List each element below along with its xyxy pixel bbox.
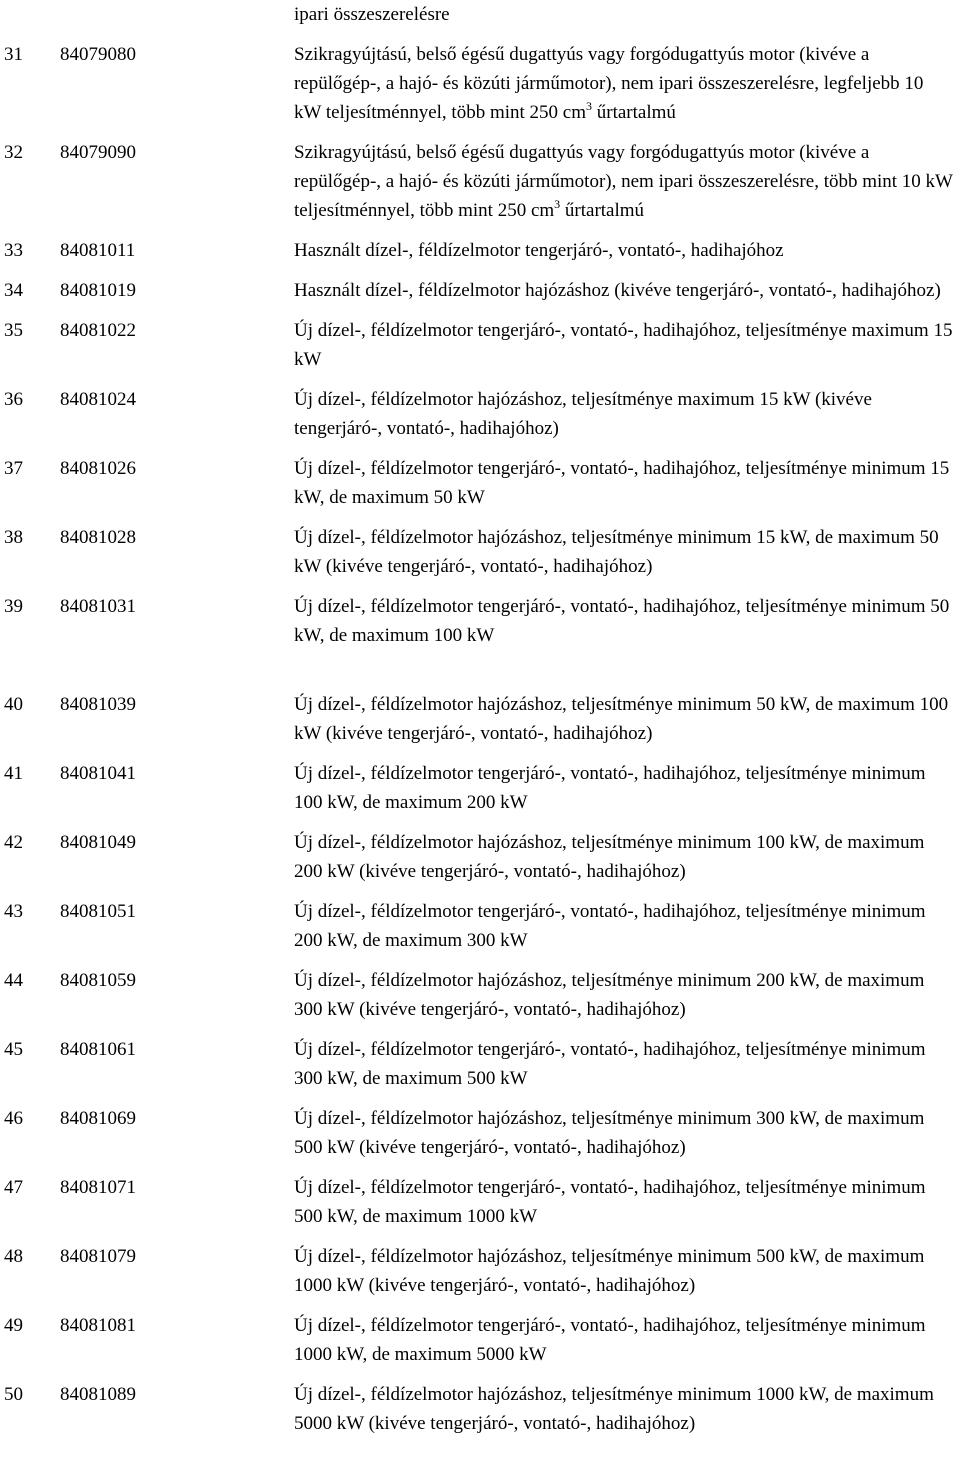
superscript-exponent: 3	[554, 197, 561, 211]
commodity-description	[294, 316, 960, 374]
commodity-code: 84081031	[60, 596, 136, 617]
description-text: Új dízel-, féldízelmotor tengerjáró-, vontató-, hadihajóhoz, teljesítménye minimum 100 kW, de maximum 200 kW	[294, 763, 926, 813]
row-gap	[0, 265, 960, 276]
commodity-code: 84079090	[60, 142, 136, 163]
commodity-code: 84081026	[60, 458, 136, 479]
list-item	[0, 138, 960, 225]
commodity-description	[294, 592, 960, 650]
commodity-code: 84081079	[60, 1246, 136, 1267]
list-item	[0, 1173, 960, 1231]
row-gap	[0, 1231, 960, 1242]
list-item	[0, 1104, 960, 1162]
commodity-code: 84081081	[60, 1315, 136, 1336]
commodity-description	[294, 138, 960, 225]
commodity-code: 84081011	[60, 240, 136, 261]
row-gap	[0, 1162, 960, 1173]
list-item	[0, 1380, 960, 1438]
list-item	[0, 276, 960, 305]
commodity-code: 84081041	[60, 763, 136, 784]
commodity-code: 84081061	[60, 1039, 136, 1060]
list-item	[0, 454, 960, 512]
row-number: 41	[4, 763, 23, 784]
commodity-description	[294, 1035, 960, 1093]
commodity-description	[294, 1311, 960, 1369]
superscript-exponent: 3	[586, 99, 592, 113]
row-number: 46	[4, 1108, 23, 1129]
commodity-description	[294, 1173, 960, 1231]
list-item	[0, 966, 960, 1024]
description-text: Új dízel-, féldízelmotor tengerjáró-, vontató-, hadihajóhoz, teljesítménye maximum 15 kW	[294, 320, 953, 370]
list-item	[0, 828, 960, 886]
row-number: 43	[4, 901, 23, 922]
description-text-end: űrtartalmú	[592, 102, 676, 123]
commodity-description	[294, 454, 960, 512]
row-gap	[0, 581, 960, 592]
description-text: Új dízel-, féldízelmotor hajózáshoz, teljesítménye minimum 1000 kW, de maximum 5000 kW (kivéve tengerjáró-, vontató-, hadihajóhoz)	[294, 1384, 934, 1434]
row-number: 38	[4, 527, 23, 548]
row-number: 42	[4, 832, 23, 853]
row-gap	[0, 1093, 960, 1104]
row-number: 49	[4, 1315, 23, 1336]
commodity-description	[294, 40, 960, 127]
row-gap	[0, 29, 960, 40]
commodity-description	[294, 523, 960, 581]
commodity-code: 84081022	[60, 320, 136, 341]
list-item	[0, 385, 960, 443]
commodity-code: 84081039	[60, 694, 136, 715]
row-gap	[0, 443, 960, 454]
commodity-description	[294, 690, 960, 748]
commodity-list	[0, 40, 960, 1438]
commodity-description	[294, 385, 960, 443]
list-item	[0, 1242, 960, 1300]
continuation-text: ipari összeszerelésre	[294, 4, 450, 25]
commodity-description	[294, 1104, 960, 1162]
row-gap	[0, 748, 960, 759]
description-text: Új dízel-, féldízelmotor hajózáshoz, teljesítménye maximum 15 kW (kivéve tengerjáró-, vontató-, hadihajóhoz)	[294, 389, 872, 439]
description-text: Új dízel-, féldízelmotor hajózáshoz, teljesítménye minimum 500 kW, de maximum 1000 kW (kivéve tengerjáró-, vontató-, hadihajóhoz)	[294, 1246, 925, 1296]
commodity-description	[294, 1380, 960, 1438]
row-number: 34	[4, 280, 23, 301]
row-gap	[0, 955, 960, 966]
row-number: 37	[4, 458, 23, 479]
list-item	[0, 1035, 960, 1093]
row-number: 35	[4, 320, 23, 341]
row-number: 31	[4, 44, 23, 65]
commodity-description	[294, 897, 960, 955]
description-text: Új dízel-, féldízelmotor hajózáshoz, teljesítménye minimum 50 kW, de maximum 100 kW (kivéve tengerjáró-, vontató-, hadihajóhoz)	[294, 694, 949, 744]
description-text-end: űrtartalmú	[560, 200, 645, 221]
row-number: 32	[4, 142, 23, 163]
commodity-code: 84081051	[60, 901, 136, 922]
row-gap	[0, 886, 960, 897]
description-text: Új dízel-, féldízelmotor hajózáshoz, teljesítménye minimum 15 kW, de maximum 50 kW (kivéve tengerjáró-, vontató-, hadihajóhoz)	[294, 527, 939, 577]
row-number: 40	[4, 694, 23, 715]
commodity-code: 84079080	[60, 44, 136, 65]
description-text: Új dízel-, féldízelmotor tengerjáró-, vontató-, hadihajóhoz, teljesítménye minimum 15 kW, de maximum 50 kW	[294, 458, 950, 508]
row-gap	[0, 1024, 960, 1035]
row-number: 47	[4, 1177, 23, 1198]
commodity-code: 84081069	[60, 1108, 136, 1129]
commodity-code: 84081071	[60, 1177, 136, 1198]
description-text: Új dízel-, féldízelmotor tengerjáró-, vontató-, hadihajóhoz, teljesítménye minimum 1000 kW, de maximum 5000 kW	[294, 1315, 926, 1365]
description-text: Új dízel-, féldízelmotor tengerjáró-, vontató-, hadihajóhoz, teljesítménye minimum 50 kW, de maximum 100 kW	[294, 596, 950, 646]
row-gap	[0, 817, 960, 828]
row-number: 50	[4, 1384, 23, 1405]
list-item	[0, 523, 960, 581]
commodity-code: 84081049	[60, 832, 136, 853]
commodity-description	[294, 1242, 960, 1300]
description-text: Új dízel-, féldízelmotor hajózáshoz, teljesítménye minimum 200 kW, de maximum 300 kW (kivéve tengerjáró-, vontató-, hadihajóhoz)	[294, 970, 925, 1020]
row-gap	[0, 1300, 960, 1311]
list-item	[0, 316, 960, 374]
description-text: Új dízel-, féldízelmotor tengerjáró-, vontató-, hadihajóhoz, teljesítménye minimum 300 kW, de maximum 500 kW	[294, 1039, 926, 1089]
description-text: Új dízel-, féldízelmotor tengerjáró-, vontató-, hadihajóhoz, teljesítménye minimum 200 kW, de maximum 300 kW	[294, 901, 926, 951]
commodity-code: 84081089	[60, 1384, 136, 1405]
commodity-description	[294, 828, 960, 886]
row-number: 39	[4, 596, 23, 617]
list-item	[0, 759, 960, 817]
description-text: Szikragyújtású, belső égésű dugattyús vagy forgódugattyús motor (kivéve a repülőgép-, a hajó- és közúti járműmotor), nem ipari összeszerelésre, legfeljebb 10 kW teljesítménnyel, több mint 250 cm	[294, 44, 924, 123]
description-text: Szikragyújtású, belső égésű dugattyús vagy forgódugattyús motor (kivéve a repülőgép-, a hajó- és közúti járműmotor), nem ipari összeszerelésre, több mint 10 kW teljesítménnyel, több mint 250 cm	[294, 142, 953, 221]
commodity-description	[294, 276, 960, 305]
description-text: Használt dízel-, féldízelmotor tengerjáró-, vontató-, hadihajóhoz	[294, 240, 784, 261]
list-item	[0, 897, 960, 955]
list-item	[0, 690, 960, 748]
row-number: 48	[4, 1246, 23, 1267]
list-item	[0, 236, 960, 265]
description-text: Új dízel-, féldízelmotor hajózáshoz, teljesítménye minimum 100 kW, de maximum 200 kW (kivéve tengerjáró-, vontató-, hadihajóhoz)	[294, 832, 925, 882]
commodity-description	[294, 966, 960, 1024]
list-item	[0, 592, 960, 650]
row-gap	[0, 127, 960, 138]
commodity-description	[294, 236, 960, 265]
list-item	[0, 40, 960, 127]
commodity-code: 84081019	[60, 280, 136, 301]
commodity-code: 84081024	[60, 389, 136, 410]
description-text: Használt dízel-, féldízelmotor hajózáshoz (kivéve tengerjáró-, vontató-, hadihajóhoz)	[294, 280, 941, 301]
row-gap	[0, 512, 960, 523]
row-number: 45	[4, 1039, 23, 1060]
description-text: Új dízel-, féldízelmotor tengerjáró-, vontató-, hadihajóhoz, teljesítménye minimum 500 kW, de maximum 1000 kW	[294, 1177, 926, 1227]
row-number: 36	[4, 389, 23, 410]
row-gap	[0, 1369, 960, 1380]
row-gap	[0, 650, 960, 690]
row-number: 44	[4, 970, 23, 991]
row-gap	[0, 374, 960, 385]
commodity-code: 84081059	[60, 970, 136, 991]
list-item	[0, 1311, 960, 1369]
description-text: Új dízel-, féldízelmotor hajózáshoz, teljesítménye minimum 300 kW, de maximum 500 kW (kivéve tengerjáró-, vontató-, hadihajóhoz)	[294, 1108, 925, 1158]
row-number: 33	[4, 240, 23, 261]
row-gap	[0, 225, 960, 236]
row-gap	[0, 305, 960, 316]
commodity-description	[294, 759, 960, 817]
commodity-code: 84081028	[60, 527, 136, 548]
